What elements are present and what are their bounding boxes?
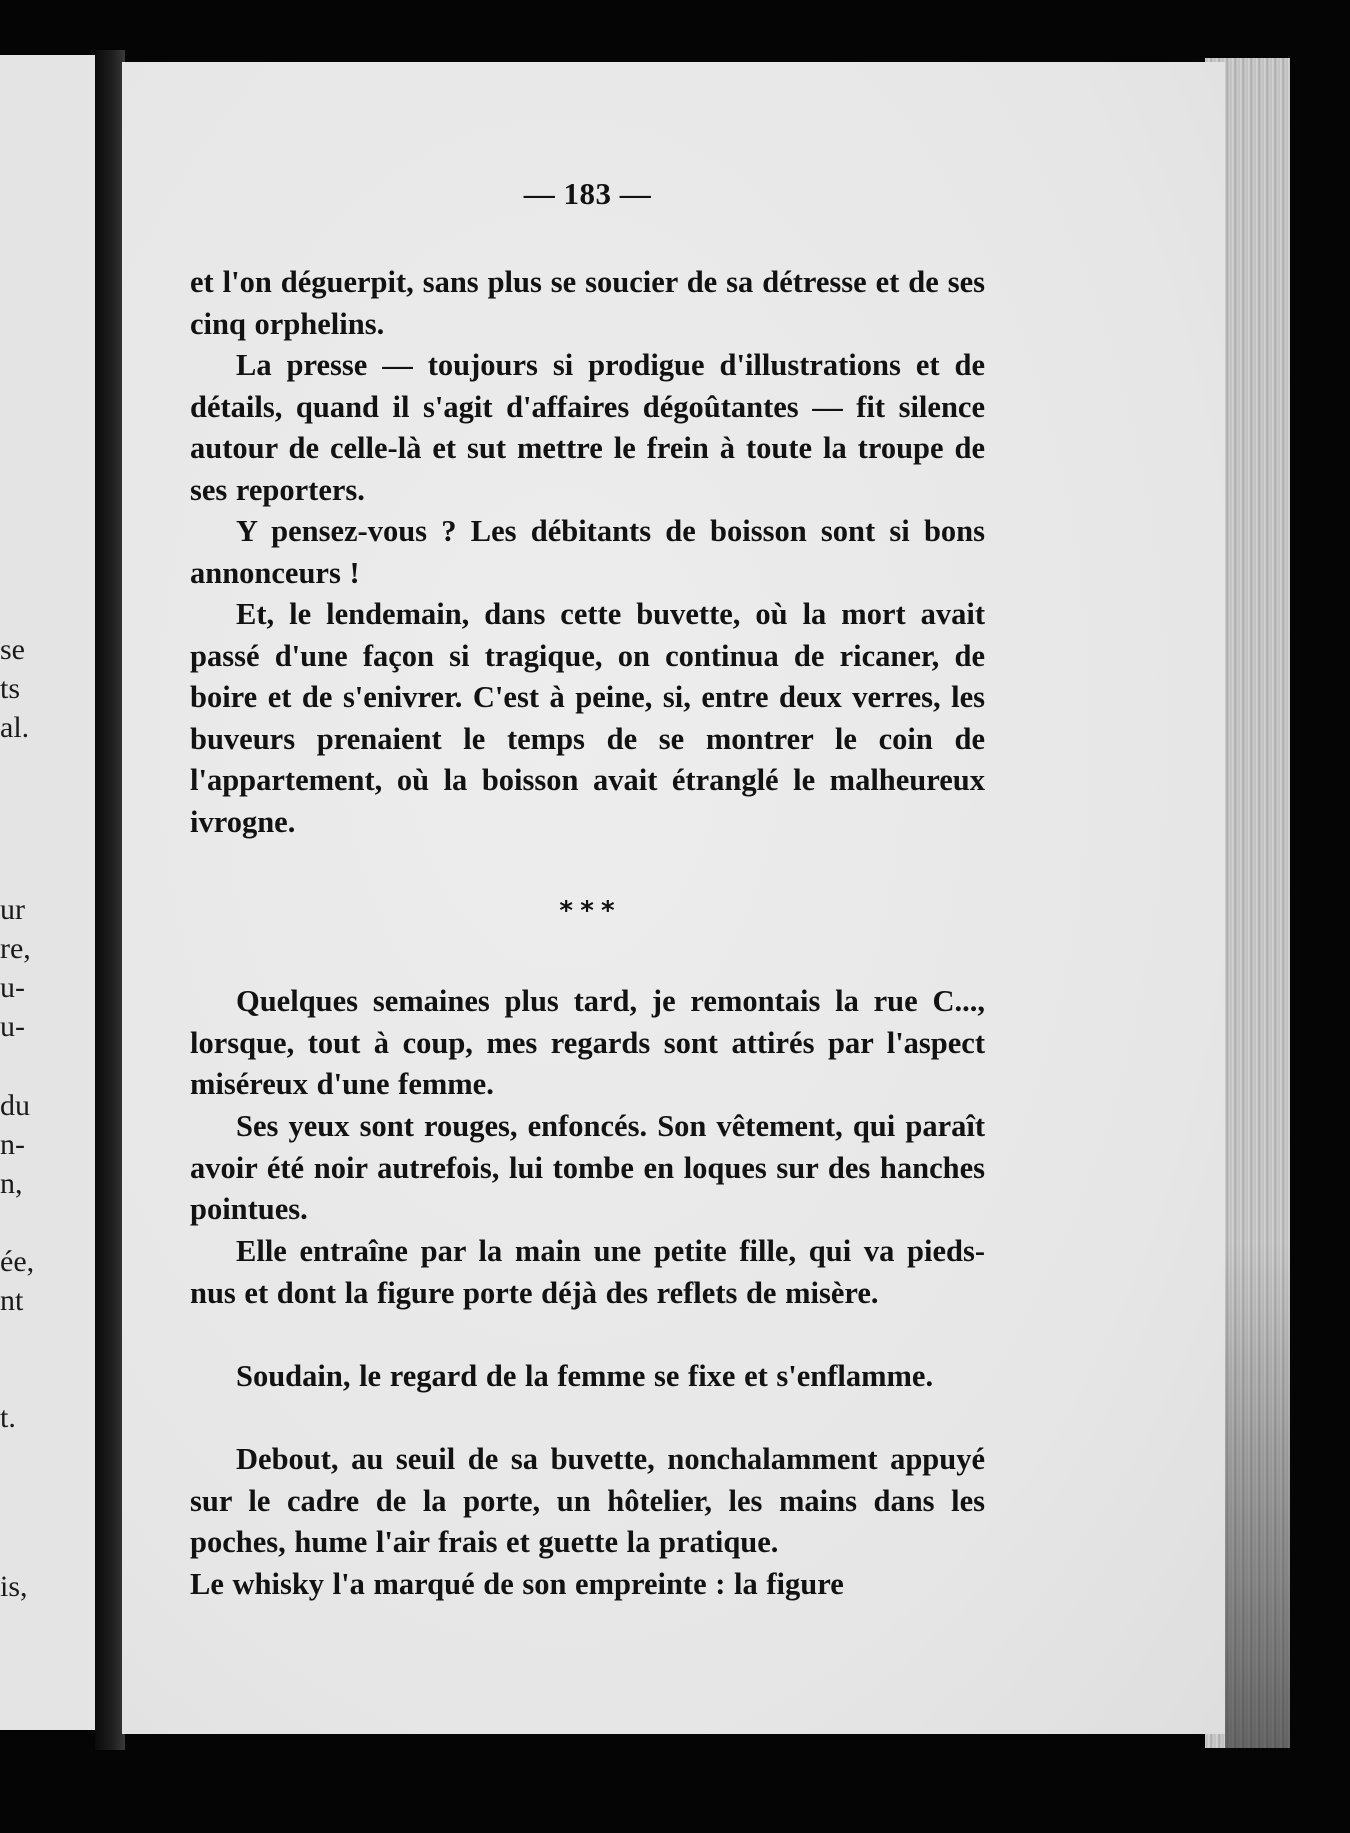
paragraph: Y pensez-vous ? Les débitants de boisson sont si bons annonceurs ! <box>190 514 985 590</box>
paragraph: et l'on déguerpit, sans plus se soucier de sa détresse et de ses cinq orphelins. <box>190 265 985 341</box>
paragraph: Elle entraîne par la main une petite fille, qui va pieds-nus et dont la figure porte déjà des reflets de misère. <box>190 1234 985 1310</box>
page-number: — 183 — <box>523 176 652 211</box>
left-fragment: al. <box>0 711 30 744</box>
left-fragment: se <box>0 633 25 666</box>
left-fragment: nt <box>0 1284 24 1317</box>
left-facing-page <box>0 55 95 1730</box>
paragraph: Soudain, le regard de la femme se fixe et s'enflamme. <box>236 1359 934 1393</box>
paragraph: La presse — toujours si prodigue d'illustrations et de détails, quand il s'agit d'affaires dégoûtantes — fit silence autour de celle-là et sut mettre le frein à toute la troupe de ses reporters. <box>190 348 985 507</box>
left-fragment: u- <box>0 1010 25 1043</box>
left-fragment: re, <box>0 932 31 965</box>
section-separator: * * * <box>559 896 616 926</box>
paragraph: Debout, au seuil de sa buvette, nonchalamment appuyé sur le cadre de la porte, un hôtelier, les mains dans les poches, hume l'air frais et guette la pratique. <box>190 1442 985 1559</box>
left-page-text-fragments <box>0 55 95 1730</box>
paragraph: Ses yeux sont rouges, enfoncés. Son vêtement, qui paraît avoir été noir autrefois, lui tombe en loques sur des hanches pointues. <box>190 1109 985 1226</box>
left-fragment: is, <box>0 1570 28 1603</box>
left-fragment: ur <box>0 893 25 926</box>
page-edges-shadow <box>1225 58 1290 1748</box>
paragraph: Quelques semaines plus tard, je remontais la rue C..., lorsque, tout à coup, mes regards sont attirés par l'aspect miséreux d'une femme. <box>190 984 985 1101</box>
left-fragment: du <box>0 1089 30 1122</box>
left-fragment: n- <box>0 1128 25 1161</box>
paragraph: Et, le lendemain, dans cette buvette, où la mort avait passé d'une façon si tragique, on continua de ricaner, de boire et de s'enivrer. C'est à peine, si, entre deux verres, les buveurs prenaient le temps de se montrer le coin de l'appartement, où la boisson avait étranglé le malheureux ivrogne. <box>190 597 985 839</box>
left-fragment: n, <box>0 1167 23 1200</box>
left-fragment: t. <box>0 1401 16 1434</box>
left-fragment: ts <box>0 672 21 705</box>
left-fragment: ée, <box>0 1245 35 1278</box>
book-gutter <box>95 50 125 1750</box>
paragraph: Le whisky l'a marqué de son empreinte : la figure <box>190 1567 844 1601</box>
left-fragment: u- <box>0 971 25 1004</box>
